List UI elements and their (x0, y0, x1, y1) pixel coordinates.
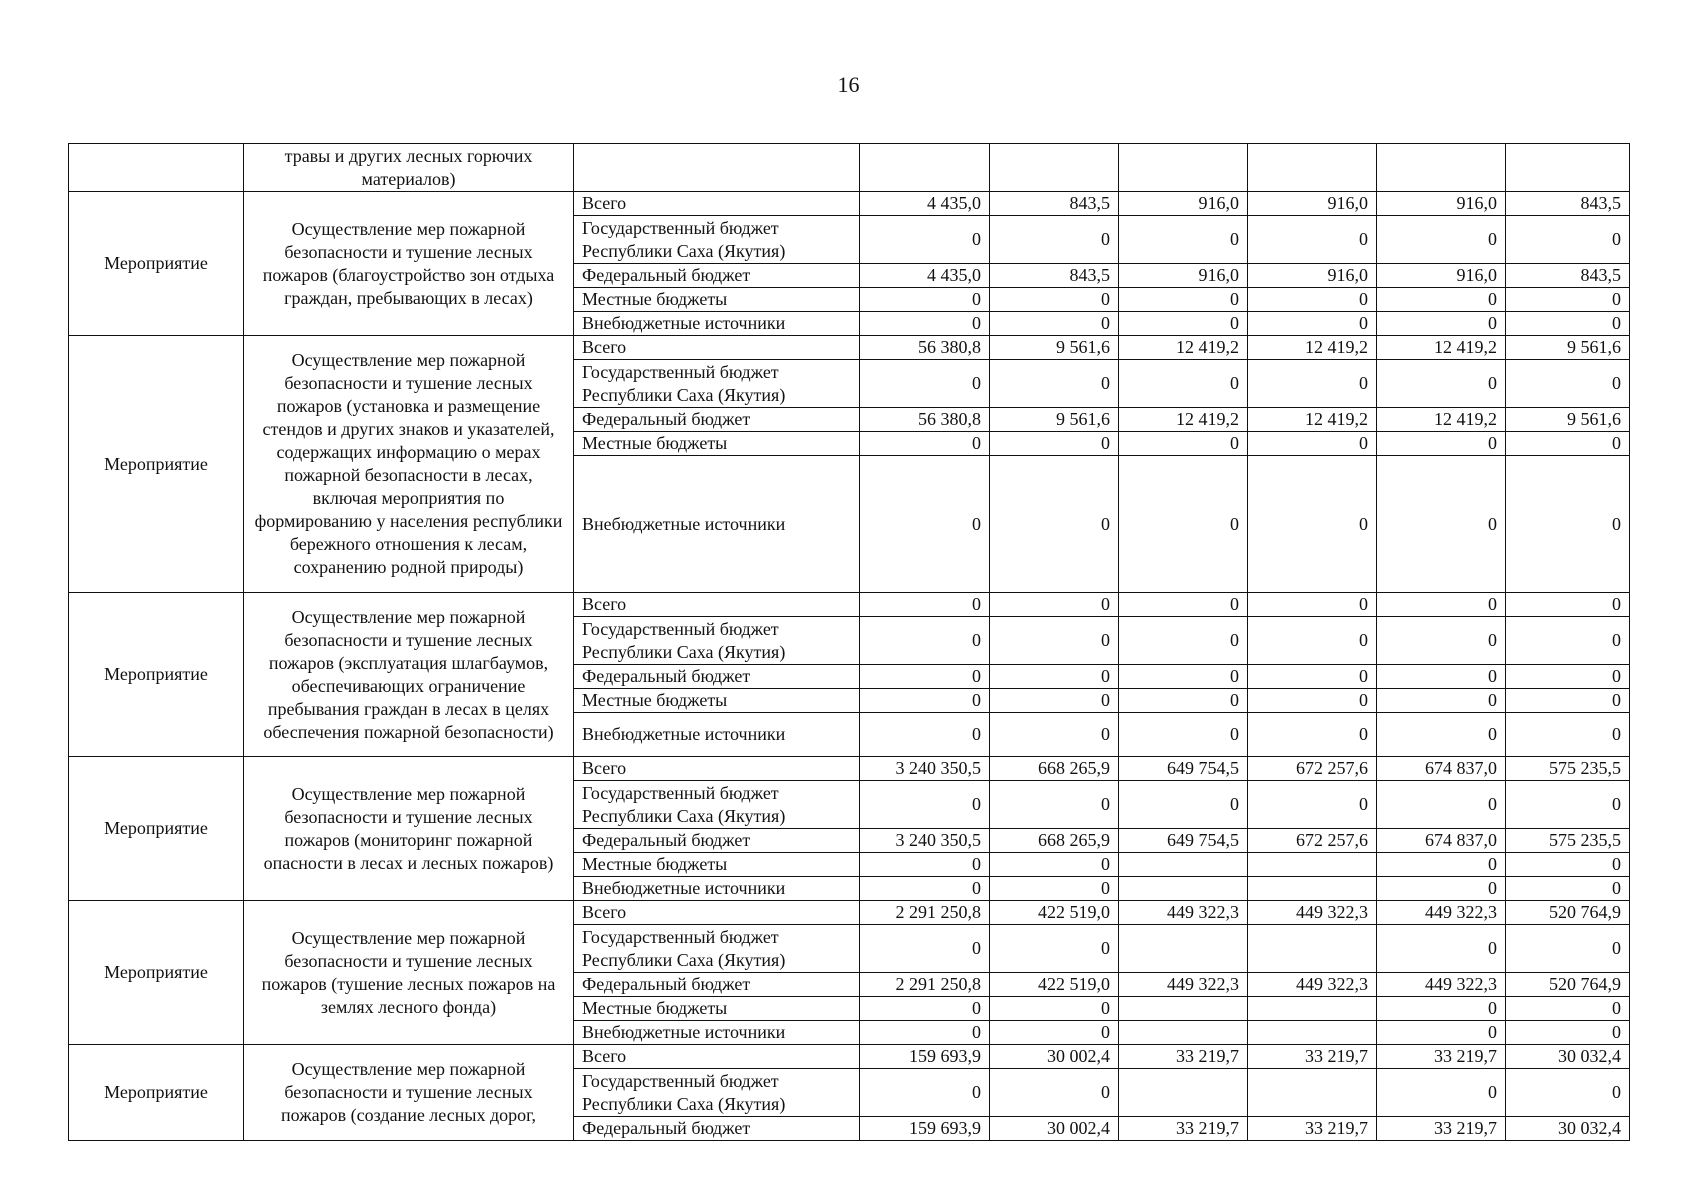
value-cell (1506, 144, 1630, 192)
value-cell: 33 219,7 (1377, 1045, 1506, 1069)
value-cell: 0 (1248, 617, 1377, 665)
value-cell: 0 (860, 997, 990, 1021)
value-cell: 0 (990, 877, 1119, 901)
table-row (69, 192, 1630, 216)
value-cell: 674 837,0 (1377, 829, 1506, 853)
value-cell: 0 (990, 216, 1119, 264)
value-cell: 0 (1377, 1021, 1506, 1045)
value-cell: 843,5 (990, 192, 1119, 216)
value-cell: 649 754,5 (1119, 757, 1248, 781)
source-cell: Федеральный бюджет (574, 408, 860, 432)
table-row (69, 336, 1630, 360)
value-cell: 0 (1377, 288, 1506, 312)
source-cell: Федеральный бюджет (574, 1117, 860, 1141)
source-cell: Федеральный бюджет (574, 973, 860, 997)
value-cell (1119, 853, 1248, 877)
value-cell: 0 (990, 312, 1119, 336)
value-cell: 916,0 (1119, 264, 1248, 288)
value-cell: 449 322,3 (1377, 973, 1506, 997)
value-cell: 12 419,2 (1377, 336, 1506, 360)
value-cell: 672 257,6 (1248, 757, 1377, 781)
value-cell: 0 (1377, 312, 1506, 336)
value-cell: 0 (860, 925, 990, 973)
value-cell: 0 (1248, 360, 1377, 408)
description-cell: Осуществление мер пожарной безопасности и тушение лесных пожаров (создание лесных дорог, (244, 1045, 574, 1141)
value-cell: 0 (1506, 1021, 1630, 1045)
page-number: 16 (837, 72, 860, 97)
value-cell: 0 (860, 713, 990, 757)
value-cell: 0 (860, 853, 990, 877)
source-cell: Федеральный бюджет (574, 829, 860, 853)
source-cell: Государственный бюджет Республики Саха (Якутия) (574, 781, 860, 829)
value-cell: 668 265,9 (990, 829, 1119, 853)
value-cell: 159 693,9 (860, 1117, 990, 1141)
value-cell: 0 (1248, 456, 1377, 593)
value-cell: 0 (1119, 781, 1248, 829)
source-cell: Внебюджетные источники (574, 312, 860, 336)
source-cell: Внебюджетные источники (574, 1021, 860, 1045)
value-cell: 0 (860, 781, 990, 829)
kind-cell: Мероприятие (69, 901, 244, 1045)
value-cell: 449 322,3 (1119, 901, 1248, 925)
budget-table-body (69, 144, 1630, 1141)
value-cell: 843,5 (1506, 264, 1630, 288)
value-cell: 520 764,9 (1506, 901, 1630, 925)
value-cell (1248, 144, 1377, 192)
source-cell: Всего (574, 593, 860, 617)
source-cell: Всего (574, 192, 860, 216)
source-cell: Внебюджетные источники (574, 713, 860, 757)
value-cell: 0 (1377, 925, 1506, 973)
value-cell: 0 (990, 853, 1119, 877)
value-cell: 0 (1119, 432, 1248, 456)
value-cell: 0 (1248, 665, 1377, 689)
value-cell: 0 (990, 665, 1119, 689)
value-cell (990, 144, 1119, 192)
value-cell: 575 235,5 (1506, 757, 1630, 781)
description-cell: Осуществление мер пожарной безопасности и тушение лесных пожаров (эксплуатация шлагбаумов, обеспечивающих ограничение пребывания граждан в лесах в целях обеспечения пожарной безопасности) (244, 593, 574, 757)
value-cell: 0 (860, 877, 990, 901)
value-cell (860, 144, 990, 192)
value-cell: 9 561,6 (990, 408, 1119, 432)
value-cell: 0 (1506, 665, 1630, 689)
table-row (69, 757, 1630, 781)
value-cell: 0 (1119, 689, 1248, 713)
source-cell: Федеральный бюджет (574, 665, 860, 689)
source-cell: Федеральный бюджет (574, 264, 860, 288)
value-cell: 0 (1119, 713, 1248, 757)
source-cell: Всего (574, 336, 860, 360)
value-cell: 0 (1377, 617, 1506, 665)
value-cell: 0 (1119, 593, 1248, 617)
description-cell: Осуществление мер пожарной безопасности и тушение лесных пожаров (тушение лесных пожаров на землях лесного фонда) (244, 901, 574, 1045)
source-cell: Местные бюджеты (574, 997, 860, 1021)
value-cell: 0 (1506, 312, 1630, 336)
value-cell: 0 (990, 288, 1119, 312)
value-cell: 0 (1119, 312, 1248, 336)
value-cell (1119, 877, 1248, 901)
value-cell: 0 (990, 617, 1119, 665)
value-cell: 0 (860, 593, 990, 617)
value-cell: 0 (1506, 925, 1630, 973)
value-cell: 449 322,3 (1119, 973, 1248, 997)
value-cell: 56 380,8 (860, 336, 990, 360)
value-cell: 33 219,7 (1119, 1045, 1248, 1069)
value-cell: 0 (1377, 665, 1506, 689)
value-cell: 422 519,0 (990, 973, 1119, 997)
value-cell (1377, 144, 1506, 192)
value-cell: 0 (1506, 432, 1630, 456)
value-cell: 0 (1506, 689, 1630, 713)
value-cell: 0 (1119, 665, 1248, 689)
value-cell: 0 (1506, 853, 1630, 877)
table-row (69, 901, 1630, 925)
value-cell: 9 561,6 (1506, 336, 1630, 360)
value-cell: 9 561,6 (1506, 408, 1630, 432)
value-cell: 0 (1248, 689, 1377, 713)
value-cell (1119, 925, 1248, 973)
kind-cell: Мероприятие (69, 757, 244, 901)
value-cell: 9 561,6 (990, 336, 1119, 360)
value-cell: 2 291 250,8 (860, 973, 990, 997)
value-cell: 0 (990, 456, 1119, 593)
value-cell: 0 (1377, 432, 1506, 456)
value-cell: 0 (990, 689, 1119, 713)
value-cell: 843,5 (1506, 192, 1630, 216)
value-cell: 0 (1119, 360, 1248, 408)
value-cell: 0 (1377, 1069, 1506, 1117)
value-cell: 0 (860, 360, 990, 408)
value-cell: 12 419,2 (1377, 408, 1506, 432)
source-cell: Всего (574, 1045, 860, 1069)
value-cell: 30 032,4 (1506, 1117, 1630, 1141)
value-cell: 30 002,4 (990, 1045, 1119, 1069)
kind-cell: Мероприятие (69, 593, 244, 757)
value-cell: 649 754,5 (1119, 829, 1248, 853)
value-cell: 520 764,9 (1506, 973, 1630, 997)
value-cell: 422 519,0 (990, 901, 1119, 925)
value-cell: 0 (1377, 360, 1506, 408)
value-cell: 4 435,0 (860, 264, 990, 288)
value-cell: 0 (1506, 1069, 1630, 1117)
value-cell: 0 (1506, 997, 1630, 1021)
value-cell: 0 (1506, 713, 1630, 757)
value-cell: 0 (1506, 288, 1630, 312)
value-cell (1119, 144, 1248, 192)
value-cell: 0 (990, 432, 1119, 456)
source-cell: Государственный бюджет Республики Саха (Якутия) (574, 925, 860, 973)
value-cell (1248, 877, 1377, 901)
value-cell (1248, 997, 1377, 1021)
source-cell (574, 144, 860, 192)
value-cell: 30 032,4 (1506, 1045, 1630, 1069)
value-cell: 0 (1119, 456, 1248, 593)
source-cell: Всего (574, 901, 860, 925)
value-cell: 33 219,7 (1248, 1117, 1377, 1141)
value-cell: 0 (1119, 288, 1248, 312)
value-cell: 0 (1377, 713, 1506, 757)
value-cell: 0 (1506, 593, 1630, 617)
description-cell: Осуществление мер пожарной безопасности и тушение лесных пожаров (установка и размещение стендов и других знаков и указателей, содержащих информацию о мерах пожарной безопасности в лесах, включая мероприятия по формированию у населения республики бережного отношения к лесам, сохранению родной природы) (244, 336, 574, 593)
value-cell: 916,0 (1377, 192, 1506, 216)
value-cell: 916,0 (1248, 192, 1377, 216)
kind-cell: Мероприятие (69, 336, 244, 593)
value-cell: 12 419,2 (1248, 408, 1377, 432)
value-cell: 12 419,2 (1119, 336, 1248, 360)
value-cell: 843,5 (990, 264, 1119, 288)
value-cell: 33 219,7 (1248, 1045, 1377, 1069)
budget-table (68, 143, 1630, 1141)
value-cell: 0 (860, 216, 990, 264)
source-cell: Местные бюджеты (574, 689, 860, 713)
value-cell: 0 (860, 1069, 990, 1117)
value-cell: 4 435,0 (860, 192, 990, 216)
value-cell: 3 240 350,5 (860, 829, 990, 853)
description-cell: Осуществление мер пожарной безопасности и тушение лесных пожаров (благоустройство зон отдыха граждан, пребывающих в лесах) (244, 192, 574, 336)
value-cell: 672 257,6 (1248, 829, 1377, 853)
value-cell: 0 (1248, 312, 1377, 336)
value-cell: 0 (1377, 853, 1506, 877)
value-cell: 0 (860, 288, 990, 312)
value-cell: 0 (1248, 781, 1377, 829)
value-cell: 0 (1506, 781, 1630, 829)
value-cell: 12 419,2 (1248, 336, 1377, 360)
value-cell: 0 (860, 665, 990, 689)
value-cell: 0 (860, 432, 990, 456)
value-cell (1248, 1069, 1377, 1117)
value-cell: 0 (990, 997, 1119, 1021)
table-row (69, 593, 1630, 617)
value-cell: 0 (1506, 360, 1630, 408)
value-cell: 0 (860, 1021, 990, 1045)
value-cell: 916,0 (1377, 264, 1506, 288)
value-cell: 0 (1506, 216, 1630, 264)
value-cell: 0 (1248, 432, 1377, 456)
value-cell (1119, 1021, 1248, 1045)
value-cell: 0 (1248, 593, 1377, 617)
source-cell: Государственный бюджет Республики Саха (Якутия) (574, 216, 860, 264)
source-cell: Государственный бюджет Республики Саха (Якутия) (574, 1069, 860, 1117)
value-cell: 0 (860, 312, 990, 336)
value-cell: 2 291 250,8 (860, 901, 990, 925)
value-cell: 0 (860, 617, 990, 665)
value-cell: 0 (1377, 216, 1506, 264)
source-cell: Государственный бюджет Республики Саха (Якутия) (574, 360, 860, 408)
value-cell: 0 (860, 689, 990, 713)
value-cell: 0 (1377, 997, 1506, 1021)
value-cell: 33 219,7 (1119, 1117, 1248, 1141)
value-cell: 3 240 350,5 (860, 757, 990, 781)
value-cell: 0 (1377, 456, 1506, 593)
value-cell: 575 235,5 (1506, 829, 1630, 853)
kind-cell: Мероприятие (69, 192, 244, 336)
value-cell: 12 419,2 (1119, 408, 1248, 432)
value-cell (1119, 1069, 1248, 1117)
description-cell: травы и других лесных горючих материалов) (244, 144, 574, 192)
value-cell (1248, 1021, 1377, 1045)
value-cell: 0 (1506, 456, 1630, 593)
description-cell: Осуществление мер пожарной безопасности и тушение лесных пожаров (мониторинг пожарной опасности в лесах и лесных пожаров) (244, 757, 574, 901)
value-cell: 916,0 (1119, 192, 1248, 216)
value-cell: 0 (860, 456, 990, 593)
source-cell: Внебюджетные источники (574, 877, 860, 901)
table-row (69, 1045, 1630, 1069)
value-cell: 0 (1377, 593, 1506, 617)
value-cell: 449 322,3 (1248, 973, 1377, 997)
source-cell: Государственный бюджет Республики Саха (Якутия) (574, 617, 860, 665)
source-cell: Внебюджетные источники (574, 456, 860, 593)
value-cell: 0 (1119, 216, 1248, 264)
value-cell: 0 (1377, 689, 1506, 713)
value-cell: 0 (990, 781, 1119, 829)
kind-cell: Мероприятие (69, 1045, 244, 1141)
value-cell: 0 (990, 593, 1119, 617)
value-cell: 0 (1248, 713, 1377, 757)
value-cell: 668 265,9 (990, 757, 1119, 781)
value-cell: 0 (1506, 877, 1630, 901)
value-cell (1248, 853, 1377, 877)
value-cell: 0 (1248, 288, 1377, 312)
value-cell: 0 (990, 360, 1119, 408)
value-cell: 0 (990, 925, 1119, 973)
value-cell: 0 (990, 1021, 1119, 1045)
value-cell: 0 (1506, 617, 1630, 665)
value-cell: 0 (990, 713, 1119, 757)
value-cell: 33 219,7 (1377, 1117, 1506, 1141)
source-cell: Всего (574, 757, 860, 781)
value-cell: 0 (1377, 781, 1506, 829)
source-cell: Местные бюджеты (574, 288, 860, 312)
value-cell: 0 (990, 1069, 1119, 1117)
value-cell: 0 (1119, 617, 1248, 665)
value-cell: 0 (1377, 877, 1506, 901)
value-cell: 449 322,3 (1377, 901, 1506, 925)
value-cell (1119, 997, 1248, 1021)
kind-cell (69, 144, 244, 192)
value-cell: 449 322,3 (1248, 901, 1377, 925)
value-cell: 159 693,9 (860, 1045, 990, 1069)
source-cell: Местные бюджеты (574, 432, 860, 456)
continuation-row (69, 144, 1630, 192)
value-cell: 56 380,8 (860, 408, 990, 432)
value-cell: 0 (1248, 216, 1377, 264)
source-cell: Местные бюджеты (574, 853, 860, 877)
value-cell (1248, 925, 1377, 973)
value-cell: 30 002,4 (990, 1117, 1119, 1141)
value-cell: 916,0 (1248, 264, 1377, 288)
value-cell: 674 837,0 (1377, 757, 1506, 781)
